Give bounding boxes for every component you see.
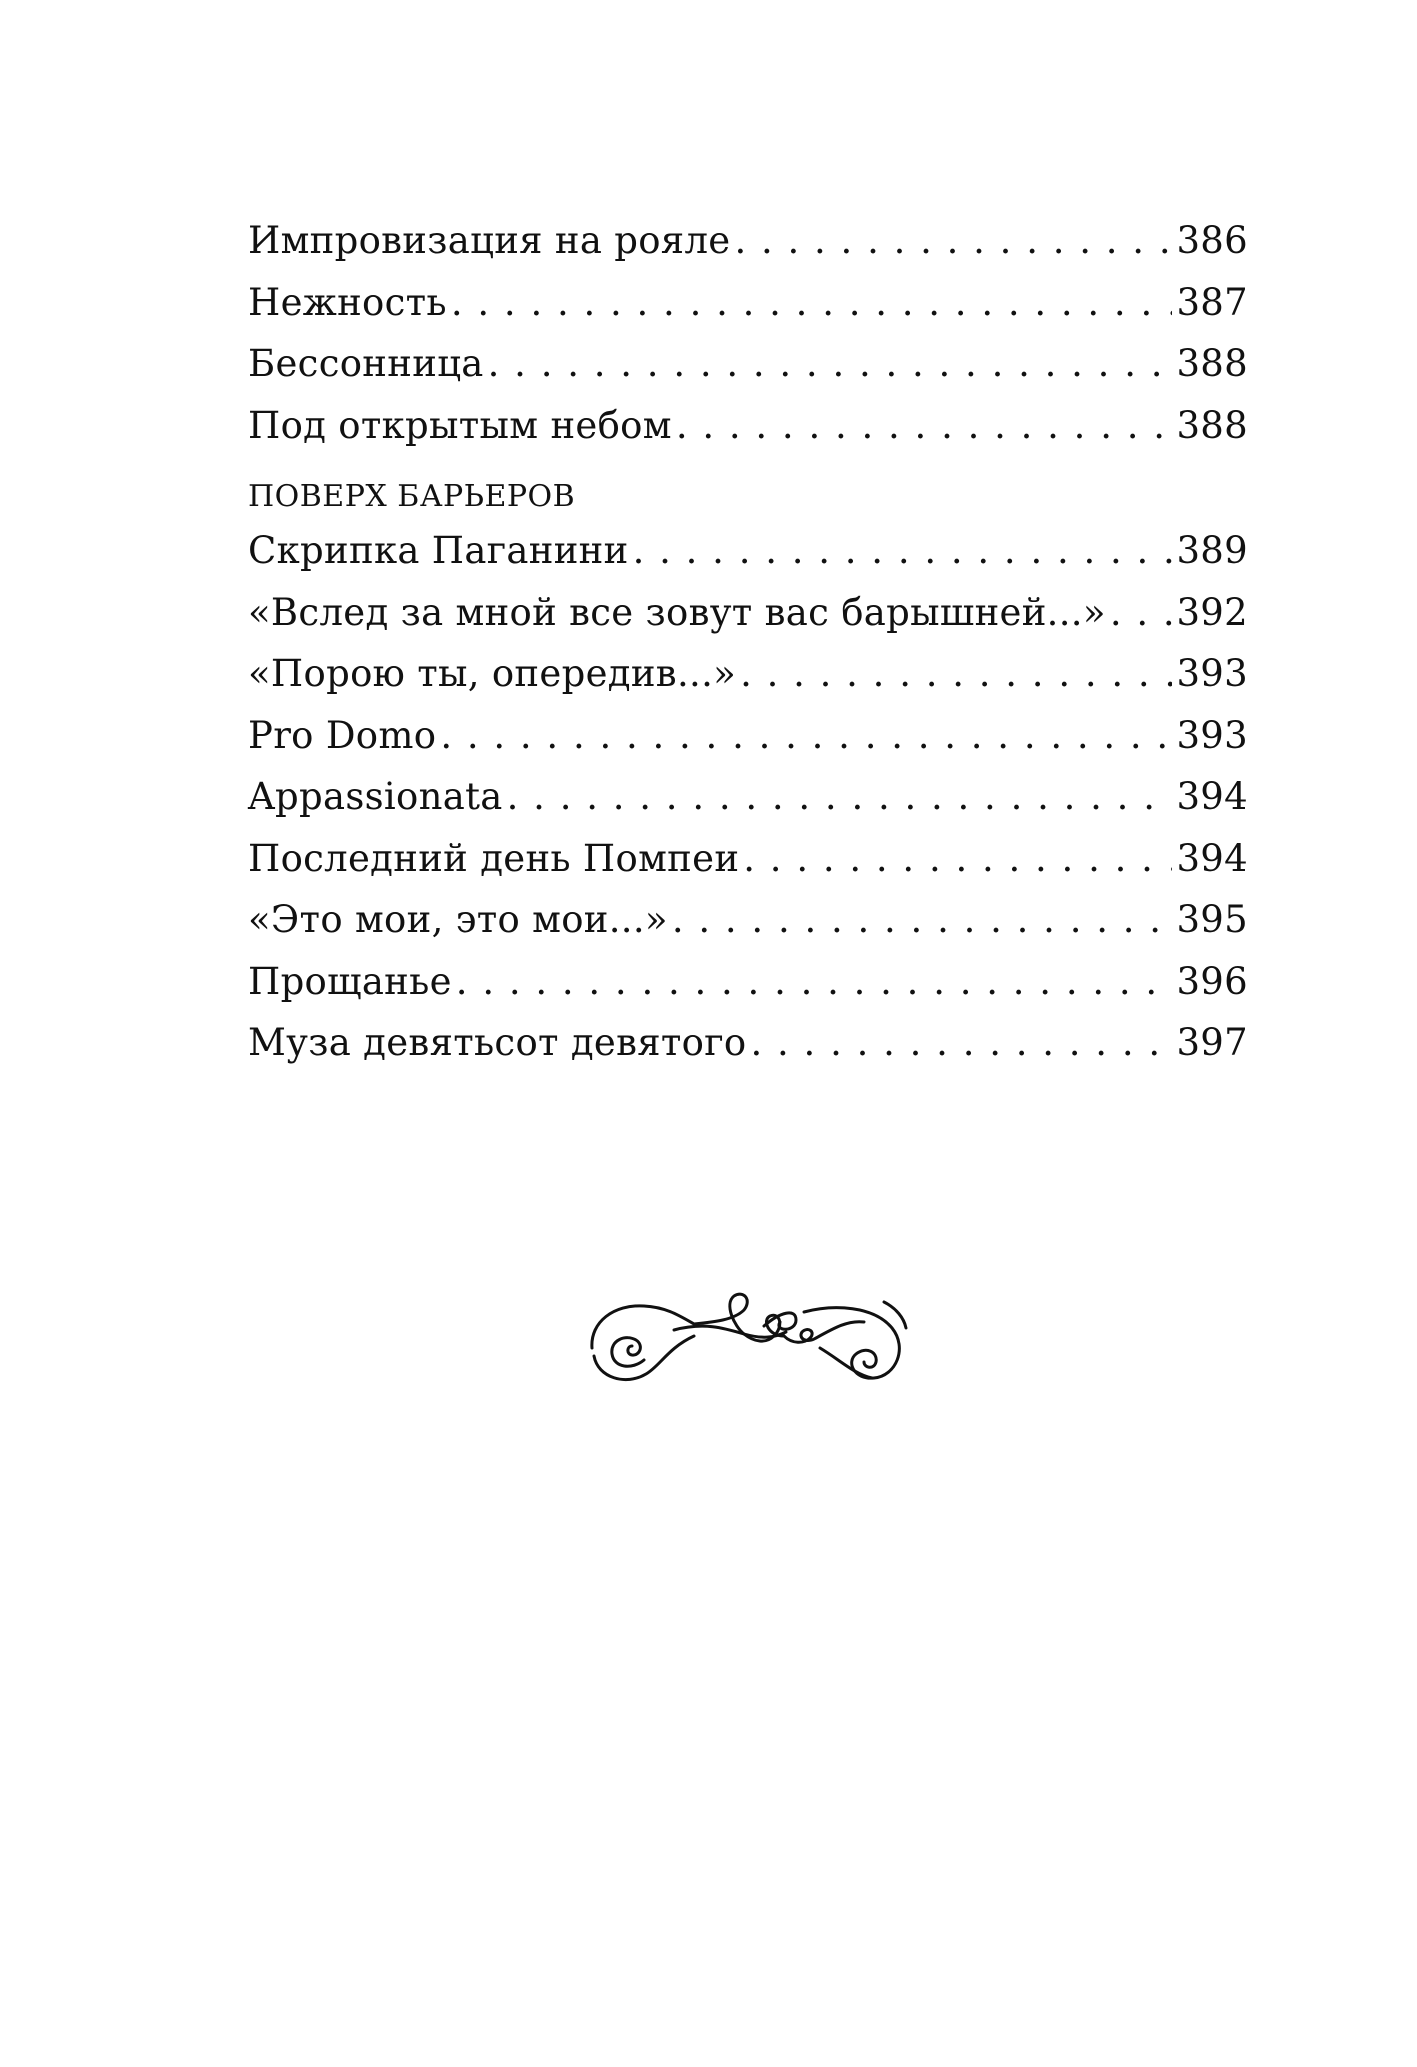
toc-entry — [248, 951, 1248, 1013]
toc-entry-page: 393 — [1176, 652, 1248, 695]
toc-leader-dots — [734, 210, 1172, 272]
toc-entry — [248, 210, 1248, 272]
toc-leader-dots — [633, 520, 1173, 582]
toc-leader-dots — [672, 889, 1173, 951]
toc-entry-page: 387 — [1176, 280, 1248, 324]
toc-entry-title: Скрипка Паганини — [248, 529, 629, 572]
toc-leader-dots — [451, 272, 1173, 334]
toc-entry-page: 394 — [1176, 775, 1248, 818]
toc-leader-dots — [676, 395, 1173, 457]
toc-entry-title: «Вслед за мной все зовут вас барышней...» — [248, 590, 1106, 634]
toc-entry — [248, 395, 1248, 457]
toc-entry — [248, 333, 1248, 395]
toc-leader-dots — [440, 705, 1172, 767]
toc-entry-page: 389 — [1176, 529, 1248, 572]
toc-entry-title: «Порою ты, опередив...» — [248, 652, 737, 695]
toc-entry — [248, 889, 1248, 951]
toc-leader-dots — [1110, 582, 1173, 644]
toc-entry — [248, 766, 1248, 828]
toc-entry-page: 388 — [1176, 403, 1248, 447]
toc-entry-page: 393 — [1176, 713, 1248, 757]
toc-entry-title: Импровизация на рояле — [248, 219, 731, 262]
toc-entry-title: Бессонница — [248, 342, 484, 385]
toc-entry-title: «Это мои, это мои...» — [248, 898, 668, 941]
toc-entry — [248, 272, 1248, 334]
toc-leader-dots — [488, 333, 1173, 395]
toc-leader-dots — [743, 828, 1172, 890]
toc-entry — [248, 828, 1248, 890]
toc-entry-title: Муза девятьсот девятого — [248, 1021, 747, 1064]
flourish-ornament-icon — [584, 1282, 914, 1394]
toc-entry-title: Прощанье — [248, 959, 452, 1003]
toc-entry-page: 386 — [1176, 219, 1248, 262]
toc-entry — [248, 1012, 1248, 1074]
toc-leader-dots — [507, 766, 1173, 828]
toc-leader-dots — [456, 951, 1173, 1013]
toc-entry-title: Нежность — [248, 280, 447, 324]
toc-entry-page: 388 — [1176, 342, 1248, 385]
toc-entry-title: Под открытым небом — [248, 403, 672, 447]
toc-entry — [248, 705, 1248, 767]
toc-leader-dots — [751, 1012, 1173, 1074]
toc-entry — [248, 520, 1248, 582]
toc-entry-page: 397 — [1176, 1021, 1248, 1064]
table-of-contents — [248, 210, 1248, 1074]
toc-entry-page: 392 — [1176, 590, 1248, 634]
toc-entry — [248, 582, 1248, 644]
toc-entry — [248, 643, 1248, 705]
toc-entry-title: Pro Domo — [248, 713, 437, 757]
section-heading: ПОВЕРХ БАРЬЕРОВ — [248, 479, 576, 514]
toc-entry-page: 395 — [1176, 898, 1248, 941]
toc-entry-title: Последний день Помпеи — [248, 836, 740, 880]
toc-entry-page: 396 — [1176, 959, 1248, 1003]
toc-entry-page: 394 — [1176, 836, 1248, 880]
toc-leader-dots — [740, 643, 1172, 705]
toc-entry-title: Appassionata — [248, 775, 503, 818]
